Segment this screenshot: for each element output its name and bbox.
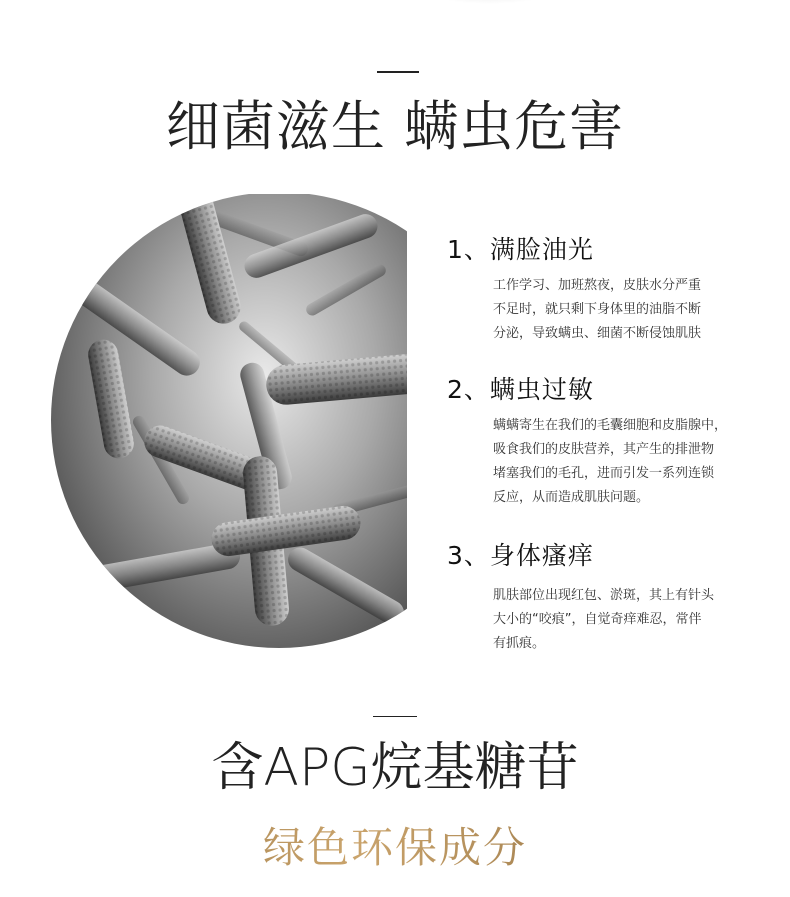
footer-rule <box>373 716 417 717</box>
section-title: 细菌滋生 螨虫危害 <box>165 95 625 158</box>
ingredient-title: 含APG烷基糖苷 <box>211 738 579 798</box>
description-line: 不足时，就只剩下身体里的油脂不断 <box>493 302 702 317</box>
item-description <box>493 274 763 346</box>
description-line: 有抓痕。 <box>493 636 546 651</box>
bacteria-microscope-image <box>51 194 407 650</box>
item-title: 3、身体瘙痒 <box>447 541 594 570</box>
item-description <box>493 584 763 656</box>
ingredient-subtitle: 绿色环保成分 <box>0 818 790 878</box>
description-line: 螨螨寄生在我们的毛囊细胞和皮脂腺中， <box>493 418 728 433</box>
description-line: 堵塞我们的毛孔，进而引发一系列连锁 <box>493 466 715 481</box>
description-line: 工作学习、加班熬夜，皮肤水分严重 <box>493 278 702 293</box>
item-description <box>493 414 763 510</box>
description-line: 吸食我们的皮肤营养，其产生的排泄物 <box>493 442 715 457</box>
header-rule <box>377 71 419 73</box>
item-title: 1、满脸油光 <box>447 235 594 264</box>
description-line: 大小的“咬痕”，自觉奇痒难忍，常伴 <box>493 612 702 627</box>
description-line: 分泌，导致螨虫、细菌不断侵蚀肌肤 <box>493 326 702 341</box>
info-item-1 <box>447 234 767 341</box>
description-line: 肌肤部位出现红包、淤斑，其上有针头 <box>493 588 715 603</box>
description-line: 反应，从而造成肌肤问题。 <box>493 490 650 505</box>
item-title: 2、螨虫过敏 <box>447 375 594 404</box>
top-shadow <box>430 0 550 4</box>
info-item-2 <box>447 374 767 505</box>
info-item-3 <box>447 540 767 651</box>
